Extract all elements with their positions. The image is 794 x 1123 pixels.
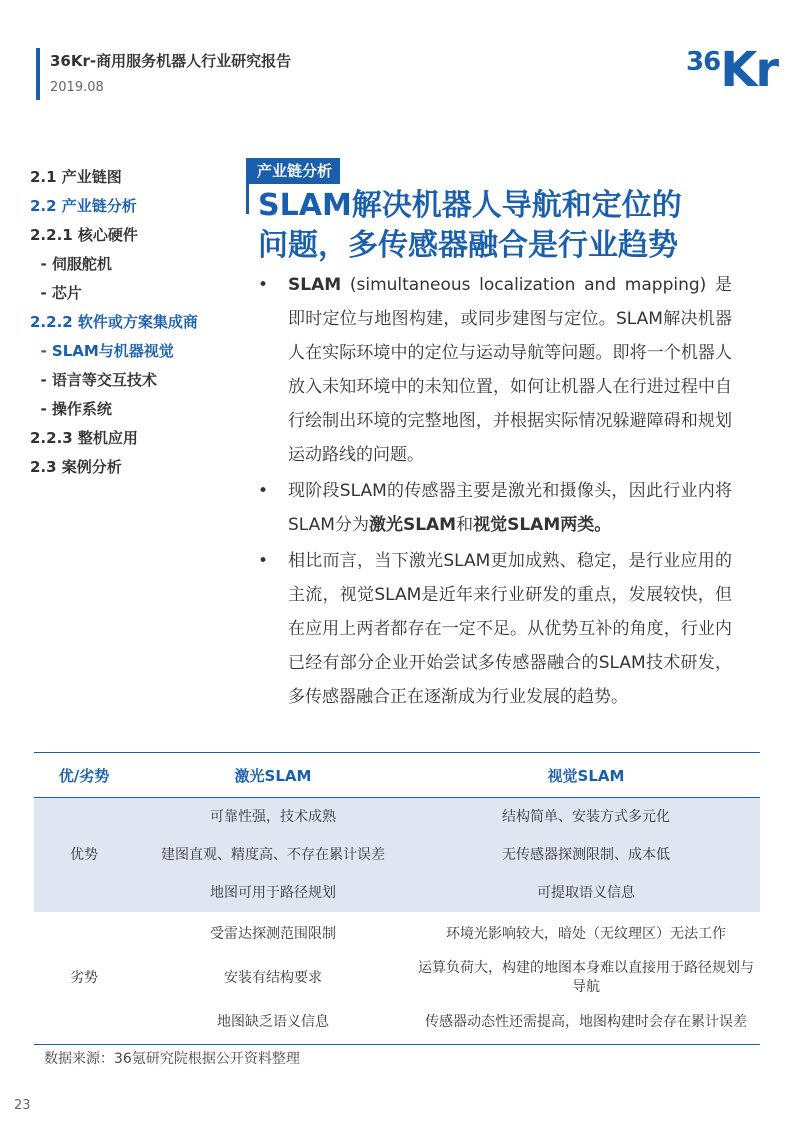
bullet-comparison bbox=[258, 544, 732, 714]
bullet-list bbox=[258, 268, 732, 716]
bullet-2-text-pre: 现阶段SLAM的传感器主要是激光和摄像头，因此行业内将SLAM分为 bbox=[288, 481, 732, 535]
brand-logo bbox=[686, 42, 777, 98]
bullet-marker: • bbox=[258, 481, 269, 501]
nav-item-slam[interactable]: - SLAM与机器视觉 bbox=[30, 342, 174, 360]
table-cell: 建图直观、精度高、不存在累计误差 bbox=[134, 836, 412, 874]
nav-item-2-2-2[interactable]: 2.2.2 软件或方案集成商 bbox=[30, 313, 198, 331]
nav-item-2-3[interactable]: 2.3 案例分析 bbox=[30, 458, 122, 476]
bullet-1-bold: SLAM bbox=[288, 275, 342, 295]
report-date: 2019.08 bbox=[50, 80, 104, 95]
disadvantage-label: 劣势 bbox=[34, 912, 134, 1045]
bullet-slam-definition bbox=[258, 268, 732, 472]
page-number: 23 bbox=[14, 1098, 31, 1113]
nav-item-2-1[interactable]: 2.1 产业链图 bbox=[30, 168, 122, 186]
header-laser-slam: 激光SLAM bbox=[134, 753, 412, 798]
table-cell: 运算负荷大，构建的地图本身难以直接用于路径规划与导航 bbox=[412, 956, 760, 1000]
table-cell: 无传感器探测限制、成本低 bbox=[412, 836, 760, 874]
headline-line-2: 问题，多传感器融合是行业趋势 bbox=[258, 228, 678, 263]
table-row bbox=[34, 798, 760, 837]
logo-letters: Kr bbox=[720, 42, 778, 98]
bullet-2-bold-vision: 视觉SLAM两类。 bbox=[473, 515, 612, 535]
section-nav bbox=[30, 166, 240, 485]
table-row bbox=[34, 912, 760, 956]
report-title: 36Kr-商用服务机器人行业研究报告 bbox=[50, 52, 292, 70]
section-tag: 产业链分析 bbox=[249, 158, 340, 184]
bullet-marker: • bbox=[258, 551, 269, 571]
bullet-marker: • bbox=[258, 275, 269, 295]
logo-digits: 36 bbox=[686, 47, 721, 77]
nav-item-servo[interactable]: - 伺服舵机 bbox=[30, 255, 112, 273]
header-vision-slam: 视觉SLAM bbox=[412, 753, 760, 798]
table-cell: 安装有结构要求 bbox=[134, 956, 412, 1000]
page-headline bbox=[258, 186, 728, 266]
nav-item-2-2-3[interactable]: 2.2.3 整机应用 bbox=[30, 429, 138, 447]
nav-item-os[interactable]: - 操作系统 bbox=[30, 400, 112, 418]
nav-item-2-2-1[interactable]: 2.2.1 核心硬件 bbox=[30, 226, 138, 244]
slam-comparison-table bbox=[34, 752, 760, 1045]
table-cell: 传感器动态性还需提高，地图构建时会存在累计误差 bbox=[412, 1000, 760, 1045]
nav-item-chip[interactable]: - 芯片 bbox=[30, 284, 82, 302]
table-row bbox=[34, 836, 760, 874]
bullet-slam-types bbox=[258, 474, 732, 542]
header-accent-bar bbox=[36, 48, 40, 100]
table-cell: 地图缺乏语义信息 bbox=[134, 1000, 412, 1045]
table-cell: 环境光影响较大，暗处（无纹理区）无法工作 bbox=[412, 912, 760, 956]
nav-item-2-2[interactable]: 2.2 产业链分析 bbox=[30, 197, 137, 215]
bullet-1-text: (simultaneous localization and mapping) 是即时定位与地图构建，或同步建图与定位。SLAM解决机器人在实际环境中的定位与运动导航等问题。即将一个机器人放入未知环境中的未知位置，如何让机器人在行进过程中自行绘制出环境的完整地图，并根据实际情况躲避障碍和规划运动路线的问题。 bbox=[288, 275, 732, 465]
table-cell: 结构简单、安装方式多元化 bbox=[412, 798, 760, 837]
header-pros-cons: 优/劣势 bbox=[34, 753, 134, 798]
bullet-2-text-mid: 和 bbox=[456, 515, 474, 535]
bullet-2-bold-laser: 激光SLAM bbox=[368, 515, 457, 535]
data-source-note: 数据来源：36氪研究院根据公开资料整理 bbox=[44, 1051, 300, 1067]
table-cell: 可靠性强，技术成熟 bbox=[134, 798, 412, 837]
table-row bbox=[34, 874, 760, 912]
table-cell: 地图可用于路径规划 bbox=[134, 874, 412, 912]
bullet-3-text: 相比而言，当下激光SLAM更加成熟、稳定，是行业应用的主流，视觉SLAM是近年来行业研发的重点，发展较快，但在应用上两者都存在一定不足。从优势互补的角度，行业内已经有部分企业开始尝试多传感器融合的SLAM技术研发，多传感器融合正在逐渐成为行业发展的趋势。 bbox=[288, 551, 732, 707]
nav-item-voice[interactable]: - 语言等交互技术 bbox=[30, 371, 157, 389]
table-row bbox=[34, 956, 760, 1000]
headline-line-1: SLAM解决机器人导航和定位的 bbox=[258, 188, 682, 223]
advantage-label: 优势 bbox=[34, 798, 134, 913]
table-cell: 可提取语义信息 bbox=[412, 874, 760, 912]
table-row bbox=[34, 1000, 760, 1045]
table-cell: 受雷达探测范围限制 bbox=[134, 912, 412, 956]
table-header-row bbox=[34, 753, 760, 798]
